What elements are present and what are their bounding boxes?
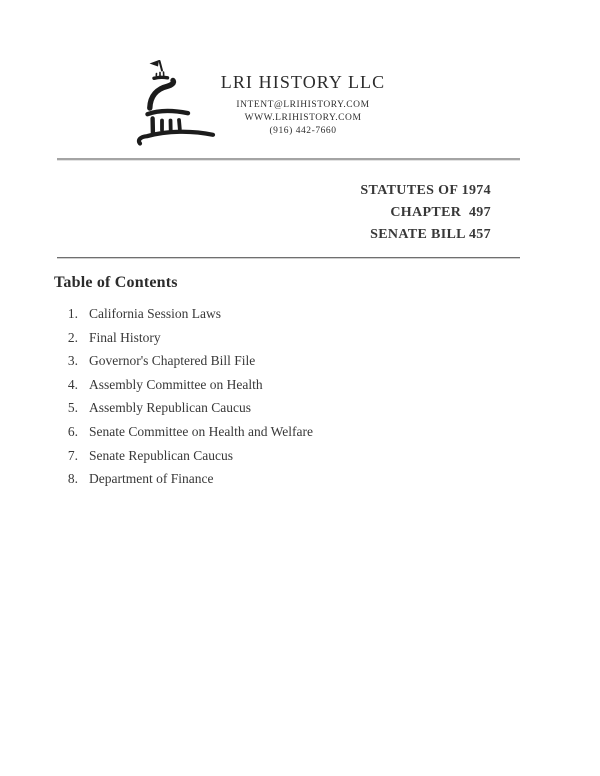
toc-item <box>62 400 482 424</box>
company-name: LRI HISTORY LLC <box>220 72 386 92</box>
toc-item-number: 5. <box>67 400 78 416</box>
toc-item-number: 1. <box>67 306 78 321</box>
toc-item-number: 3. <box>67 353 78 369</box>
toc-item-number: 7. <box>67 447 78 463</box>
contact-email: INTENT@LRIHISTORY.COM <box>236 100 370 110</box>
toc-item-label: Assembly Republican Caucus <box>89 400 251 416</box>
senate-bill-line: SENATE BILL 457 <box>370 227 491 242</box>
toc-item-number: 8. <box>67 471 78 487</box>
letterhead <box>196 72 410 138</box>
toc-list <box>62 306 482 495</box>
toc-item-label: California Session Laws <box>89 306 221 321</box>
toc-item <box>62 306 482 330</box>
toc-item-label: Senate Republican Caucus <box>89 447 233 463</box>
toc-item <box>62 471 482 495</box>
toc-item <box>62 353 482 377</box>
toc-heading: Table of Contents <box>54 274 178 291</box>
toc-item-label: Department of Finance <box>89 471 214 487</box>
contact-website: WWW.LRIHISTORY.COM <box>244 113 362 123</box>
toc-item-number: 2. <box>67 329 78 345</box>
toc-item-number: 6. <box>67 423 78 439</box>
contact-phone: (916) 442-7660 <box>269 126 337 136</box>
statute-reference <box>360 180 491 246</box>
contact-lines <box>196 99 410 138</box>
toc-item <box>62 330 482 354</box>
toc-item <box>62 448 482 472</box>
divider-middle <box>57 257 520 259</box>
toc-item <box>62 424 482 448</box>
chapter-line: CHAPTER 497 <box>390 205 491 220</box>
toc-item-label: Final History <box>89 329 161 345</box>
statutes-line: STATUTES OF 1974 <box>360 183 491 198</box>
toc-item-number: 4. <box>67 376 78 392</box>
toc-item <box>62 377 482 401</box>
toc-item-label: Governor's Chaptered Bill File <box>89 353 256 369</box>
divider-top <box>57 158 520 161</box>
toc-item-label: Assembly Committee on Health <box>89 376 263 392</box>
toc-item-label: Senate Committee on Health and Welfare <box>89 423 313 439</box>
